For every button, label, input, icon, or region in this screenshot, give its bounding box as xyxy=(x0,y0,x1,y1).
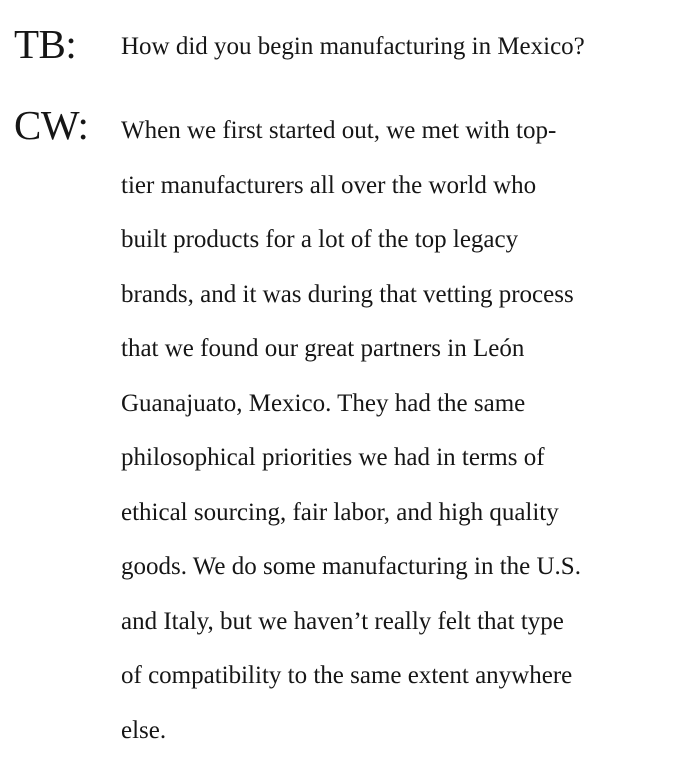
question-speaker-label: TB: xyxy=(14,24,121,65)
answer-line: ethical sourcing, fair labor, and high quality xyxy=(121,486,696,541)
answer-line: built products for a lot of the top legacy xyxy=(121,213,696,268)
answer-line: else. xyxy=(121,704,696,758)
answer-text xyxy=(121,104,696,758)
answer-block xyxy=(14,102,696,758)
answer-line: and Italy, but we haven’t really felt that type xyxy=(121,595,696,650)
answer-line: of compatibility to the same extent anywhere xyxy=(121,649,696,704)
answer-line: tier manufacturers all over the world who xyxy=(121,159,696,214)
answer-line: goods. We do some manufacturing in the U.S. xyxy=(121,540,696,595)
answer-line: Guanajuato, Mexico. They had the same xyxy=(121,377,696,432)
answer-line: When we first started out, we met with top- xyxy=(121,104,696,159)
answer-speaker-label: CW: xyxy=(14,105,121,146)
answer-line: philosophical priorities we had in terms of xyxy=(121,431,696,486)
question-block xyxy=(14,24,696,65)
question-text: How did you begin manufacturing in Mexico? xyxy=(121,24,696,59)
answer-line: brands, and it was during that vetting process xyxy=(121,268,696,323)
answer-line: that we found our great partners in León xyxy=(121,322,696,377)
